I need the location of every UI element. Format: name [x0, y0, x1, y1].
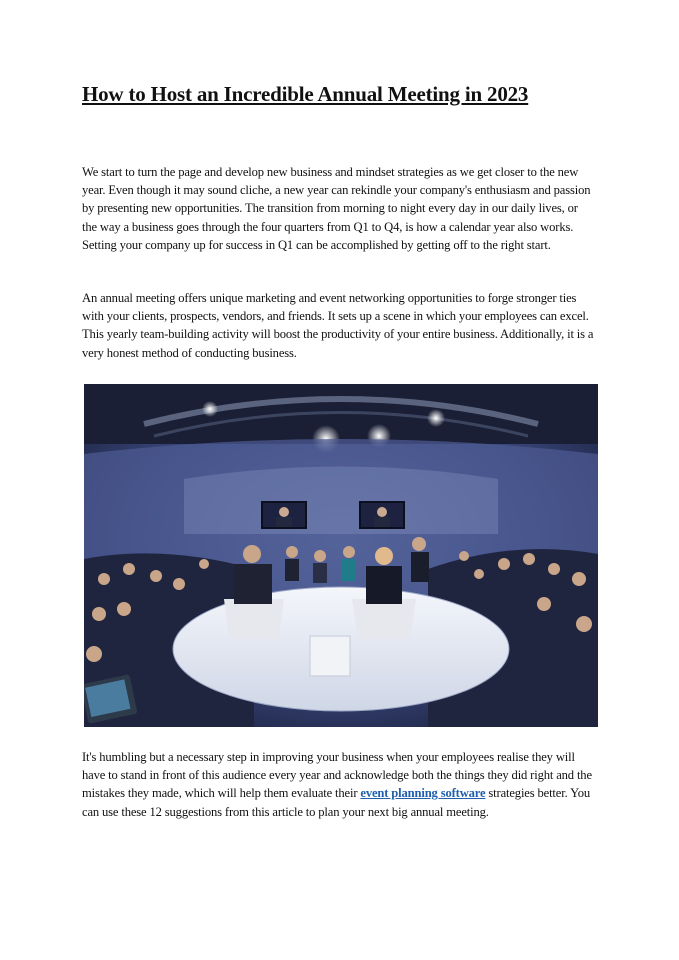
paragraph-conclusion-end: strategies better. You can use these 12 suggestions from this article to plan your next big annual meeting.	[82, 786, 591, 819]
paragraph-annual-meeting: An annual meeting offers unique marketing and event networking opportunities to forge stronger ties with your clients, prospects, vendors, and friends. It sets up a scene in which your employees can excel. This yearly team-building activity will boost the productivity of your entire business. Additionally, it is a very honest method of conducting business.	[82, 291, 594, 360]
event-planning-software-link[interactable]: event planning software	[360, 786, 486, 801]
stage-light	[427, 409, 445, 427]
paragraph-conclusion	[82, 748, 594, 821]
panel-discussion-photo	[84, 384, 598, 727]
stage-light	[202, 401, 218, 417]
paragraph-intro: We start to turn the page and develop new business and mindset strategies as we get closer to the new year. Even though it may sound cliche, a new year can rekindle your company's enthusiasm and passion by presenting new opportunities. The transition from morning to night every day in our daily lives, or the way a business goes through the four quarters from Q1 to Q4, is how a calendar year also works. Setting your company up for success in Q1 can be accomplished by getting off to the right start.	[82, 165, 591, 252]
article-title: How to Host an Incredible Annual Meeting in 2023	[82, 82, 529, 106]
paragraph-conclusion-start: It's humbling but a necessary step in improving your business when your employees realise they will have to stand in front of this audience every year and acknowledge both the things they did right and the mistakes they made, which will help them evaluate their	[82, 750, 592, 801]
